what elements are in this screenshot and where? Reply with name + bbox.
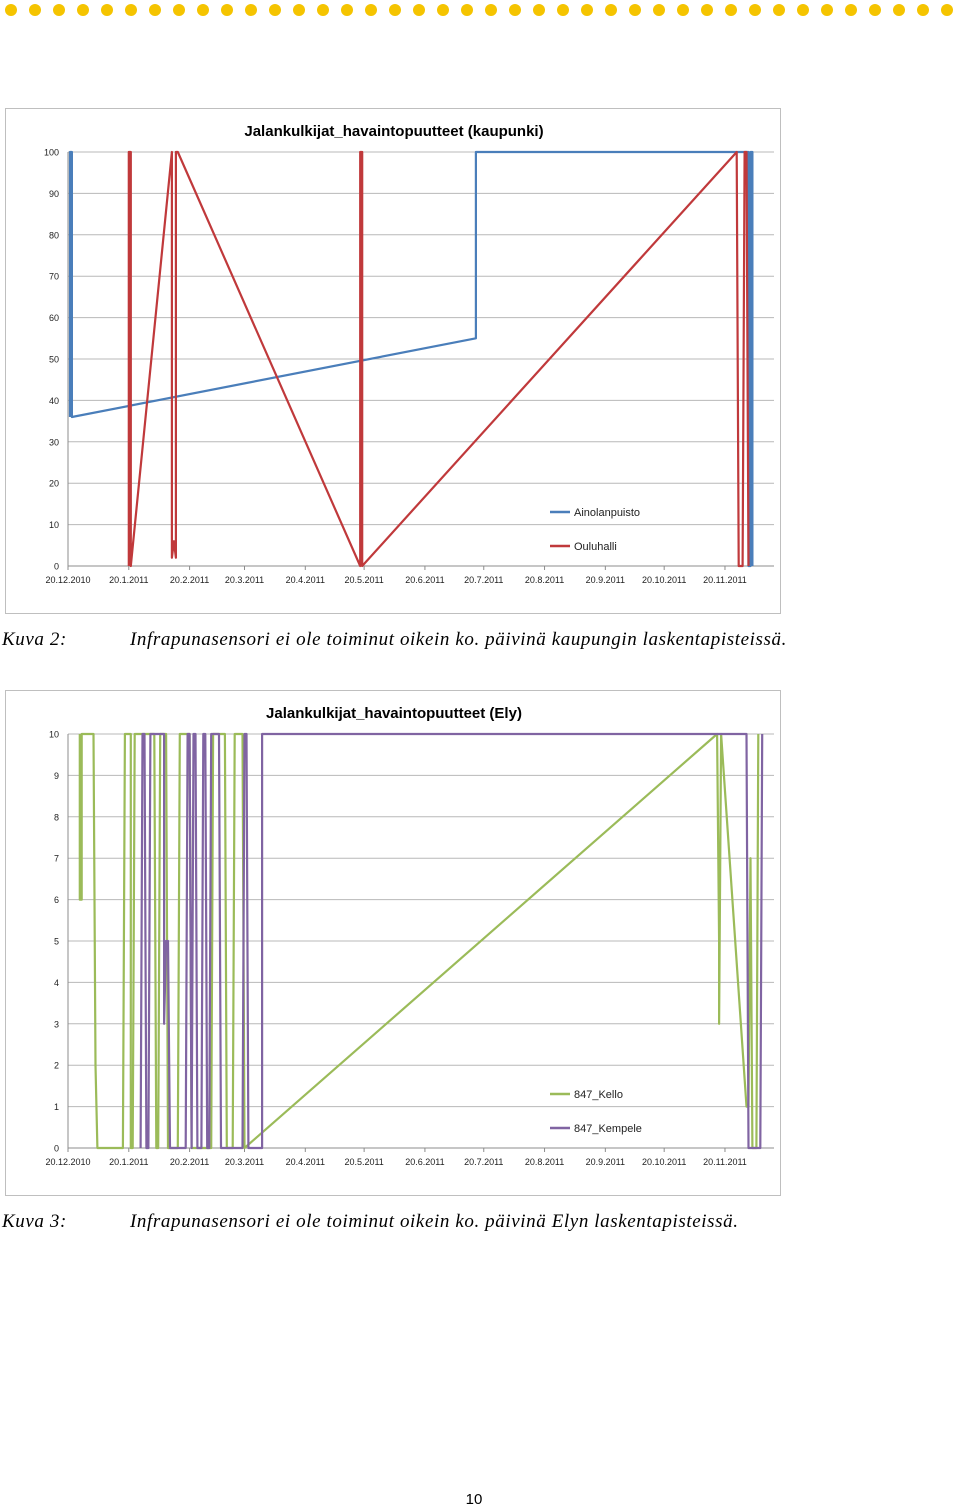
y-tick-label: 0	[53, 1143, 59, 1154]
x-tick-label: 20.10.2011	[641, 1157, 687, 1167]
decorative-dot	[629, 4, 641, 16]
x-tick-label: 20.8.2011	[524, 1157, 565, 1167]
y-tick-label: 10	[48, 520, 59, 531]
x-tick-label: 20.3.2011	[224, 1157, 265, 1167]
decorative-dot	[749, 4, 761, 16]
decorative-dot	[773, 4, 785, 16]
chart-plot-area	[45, 730, 774, 1168]
decorative-dot-border	[0, 0, 960, 22]
decorative-dot	[221, 4, 233, 16]
y-tick-label: 8	[53, 812, 59, 823]
caption-text: Infrapunasensori ei ole toiminut oikein ko. päivinä kaupungin laskentapisteissä.	[130, 629, 787, 650]
x-tick-label: 20.12.2010	[45, 1157, 91, 1167]
y-tick-label: 10	[48, 729, 59, 740]
legend-label: 847_Kempele	[574, 1123, 642, 1135]
y-tick-label: 4	[53, 977, 59, 988]
x-tick-label: 20.5.2011	[344, 575, 384, 585]
x-tick-label: 20.7.2011	[464, 575, 504, 585]
chart-ely	[5, 690, 781, 1196]
chart-title: Jalankulkijat_havaintopuutteet (Ely)	[266, 705, 522, 722]
legend-label: Ainolanpuisto	[574, 507, 641, 519]
decorative-dot	[77, 4, 89, 16]
decorative-dot	[413, 4, 425, 16]
x-tick-label: 20.11.2011	[703, 1157, 747, 1167]
decorative-dot	[437, 4, 449, 16]
caption-label: Kuva 2:	[2, 629, 67, 650]
decorative-dot	[461, 4, 473, 16]
x-tick-label: 20.6.2011	[405, 575, 445, 585]
x-tick-label: 20.10.2011	[641, 575, 687, 585]
y-tick-label: 6	[53, 895, 59, 906]
y-tick-label: 20	[48, 478, 59, 489]
y-tick-label: 3	[53, 1019, 59, 1030]
y-tick-label: 2	[53, 1060, 59, 1071]
x-tick-label: 20.1.2011	[109, 575, 149, 585]
y-tick-label: 30	[48, 437, 59, 448]
decorative-dot	[917, 4, 929, 16]
decorative-dot	[293, 4, 305, 16]
x-tick-label: 20.5.2011	[344, 1157, 384, 1167]
decorative-dot	[533, 4, 545, 16]
decorative-dot	[701, 4, 713, 16]
figure-caption	[2, 1211, 739, 1233]
caption-text: Infrapunasensori ei ole toiminut oikein ko. päivinä Elyn laskentapisteissä.	[130, 1211, 739, 1232]
y-tick-label: 7	[53, 853, 59, 864]
decorative-dot	[605, 4, 617, 16]
decorative-dot	[5, 4, 17, 16]
decorative-dot	[797, 4, 809, 16]
y-tick-label: 100	[43, 147, 59, 158]
y-tick-label: 5	[53, 936, 59, 947]
decorative-dot	[509, 4, 521, 16]
decorative-dot	[53, 4, 65, 16]
x-tick-label: 20.9.2011	[585, 1157, 626, 1167]
y-tick-label: 0	[53, 561, 59, 572]
y-tick-label: 60	[48, 313, 59, 324]
figure-caption	[2, 629, 787, 651]
x-tick-label: 20.4.2011	[285, 1157, 325, 1167]
chart-kaupunki-svg	[6, 109, 782, 615]
decorative-dot	[365, 4, 377, 16]
y-tick-label: 80	[48, 230, 59, 241]
decorative-dot	[125, 4, 137, 16]
caption-label: Kuva 3:	[2, 1211, 67, 1232]
x-tick-label: 20.4.2011	[285, 575, 325, 585]
decorative-dot	[341, 4, 353, 16]
page-number: 10	[465, 1491, 483, 1508]
x-tick-label: 20.2.2011	[169, 575, 210, 585]
decorative-dot	[197, 4, 209, 16]
decorative-dot	[581, 4, 593, 16]
x-tick-label: 20.12.2010	[45, 575, 91, 585]
decorative-dot	[269, 4, 281, 16]
decorative-dot	[317, 4, 329, 16]
decorative-dot	[893, 4, 905, 16]
decorative-dot	[29, 4, 41, 16]
y-tick-label: 1	[53, 1102, 59, 1113]
decorative-dot	[389, 4, 401, 16]
x-tick-label: 20.6.2011	[405, 1157, 445, 1167]
chart-kaupunki	[5, 108, 781, 614]
y-tick-label: 90	[48, 188, 59, 199]
chart-plot-area	[44, 148, 774, 586]
decorative-dot	[941, 4, 953, 16]
decorative-dot	[485, 4, 497, 16]
decorative-dot	[245, 4, 257, 16]
legend-label: 847_Kello	[574, 1089, 623, 1101]
x-tick-label: 20.11.2011	[703, 575, 747, 585]
decorative-dot	[653, 4, 665, 16]
decorative-dot	[173, 4, 185, 16]
decorative-dot	[821, 4, 833, 16]
decorative-dot	[725, 4, 737, 16]
y-tick-label: 70	[48, 271, 59, 282]
x-tick-label: 20.2.2011	[169, 1157, 210, 1167]
y-tick-label: 50	[48, 354, 59, 365]
y-tick-label: 40	[48, 395, 59, 406]
decorative-dot	[869, 4, 881, 16]
x-tick-label: 20.3.2011	[224, 575, 265, 585]
x-tick-label: 20.1.2011	[109, 1157, 149, 1167]
x-tick-label: 20.7.2011	[464, 1157, 504, 1167]
y-tick-label: 9	[53, 770, 59, 781]
x-tick-label: 20.8.2011	[524, 575, 565, 585]
chart-ely-svg	[6, 691, 782, 1197]
x-tick-label: 20.9.2011	[585, 575, 626, 585]
decorative-dot	[677, 4, 689, 16]
decorative-dot	[557, 4, 569, 16]
decorative-dot	[845, 4, 857, 16]
chart-title: Jalankulkijat_havaintopuutteet (kaupunki)	[244, 123, 544, 140]
decorative-dot	[149, 4, 161, 16]
decorative-dot	[101, 4, 113, 16]
legend-label: Ouluhalli	[574, 541, 617, 553]
